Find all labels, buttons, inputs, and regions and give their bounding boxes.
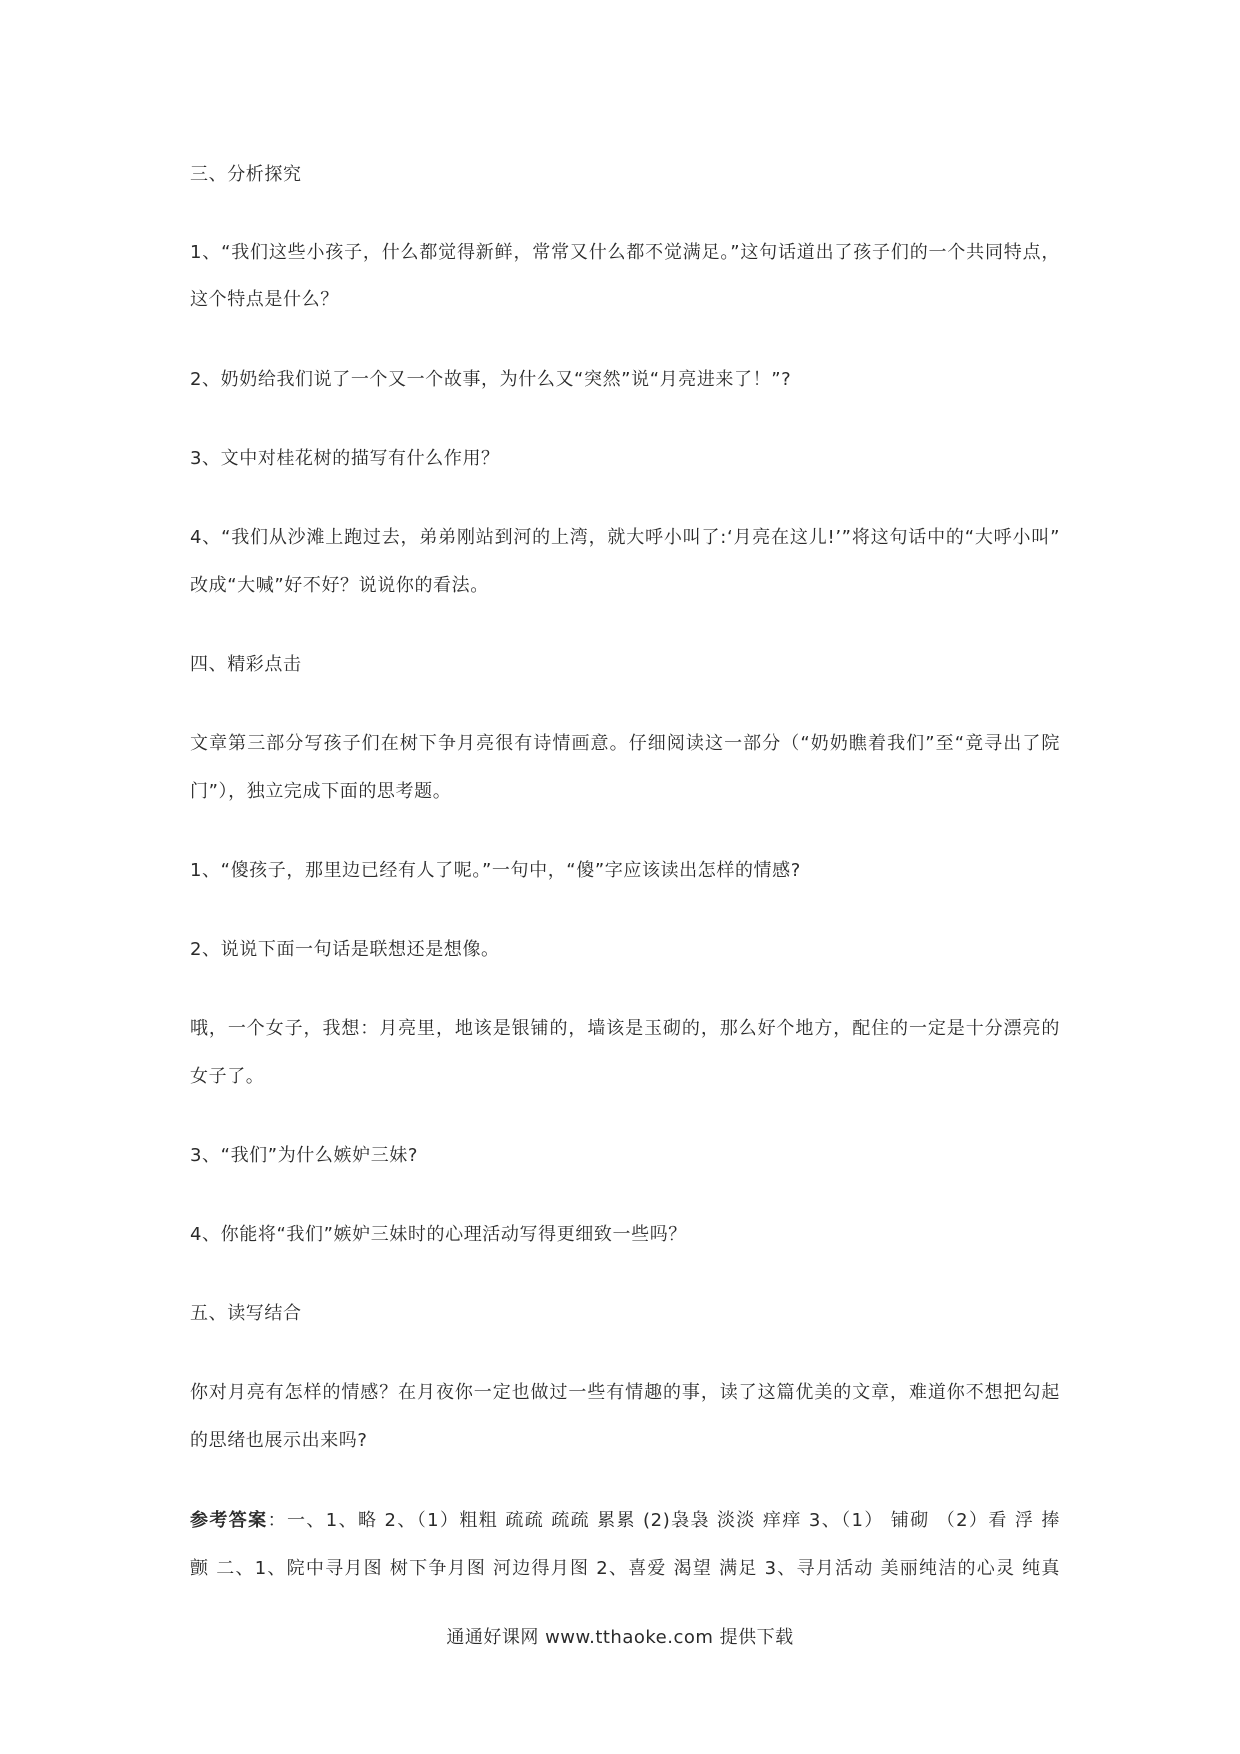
s4-intro-line-1: 文章第三部分写孩子们在树下争月亮很有诗情画意。仔细阅读这一部分（“奶奶瞧着我们”至“竟寻出了院 — [190, 733, 1060, 754]
section-4-heading: 四、精彩点击 — [190, 654, 302, 675]
s4-intro-line-2: 门”），独立完成下面的思考题。 — [190, 781, 452, 802]
s3-question-1-line-1: 1、“我们这些小孩子，什么都觉得新鲜，常常又什么都不觉满足。”这句话道出了孩子们的一个共同特点， — [190, 242, 1060, 263]
s3-question-3: 3、文中对桂花树的描写有什么作用？ — [190, 448, 500, 469]
section-5-heading: 五、读写结合 — [190, 1303, 302, 1324]
s4-question-3: 3、“我们”为什么嫉妒三妹? — [190, 1145, 419, 1166]
answers-line-1 — [190, 1508, 1060, 1534]
s4-question-1: 1、“傻孩子，那里边已经有人了呢。”一句中，“傻”字应该读出怎样的情感? — [190, 860, 801, 881]
footer-source: 通通好课网 www.tthaoke.com 提供下载 — [446, 1627, 794, 1648]
s4-question-2: 2、说说下面一句话是联想还是想像。 — [190, 939, 500, 960]
answers-label: 参考答案 — [190, 1510, 268, 1531]
s4-question-4: 4、你能将“我们”嫉妒三妹时的心理活动写得更细致一些吗？ — [190, 1224, 687, 1245]
s4-quote-line-2: 女子了。 — [190, 1066, 265, 1087]
s4-quote-line-1: 哦，一个女子，我想：月亮里，地该是银铺的，墙该是玉砌的，那么好个地方，配住的一定是十分漂亮的 — [190, 1018, 1060, 1039]
answers-line-2: 颤 二、1、院中寻月图 树下争月图 河边得月图 2、喜爱 渴望 满足 3、寻月活动 美丽纯洁的心灵 纯真 — [190, 1558, 1060, 1579]
s5-text-line-2: 的思绪也展示出来吗? — [190, 1430, 368, 1451]
s3-question-4-line-2: 改成“大喊”好不好？说说你的看法。 — [190, 575, 489, 596]
s3-question-4-line-1: 4、“我们从沙滩上跑过去，弟弟刚站到河的上湾，就大呼小叫了:‘月亮在这儿!’”将这句话中的“大呼小叫” — [190, 527, 1060, 548]
s3-question-1-line-2: 这个特点是什么？ — [190, 289, 339, 310]
s3-question-2: 2、奶奶给我们说了一个又一个故事，为什么又“突然”说“月亮进来了！”? — [190, 369, 792, 390]
s5-text-line-1: 你对月亮有怎样的情感？在月夜你一定也做过一些有情趣的事，读了这篇优美的文章，难道你不想把勾起 — [190, 1382, 1060, 1403]
answers-line-1-text: ：一、1、略 2、（1）粗粗 疏疏 疏疏 累累 (2)袅袅 淡淡 痒痒 3、（1） 铺砌 （2）看 浮 捧 — [267, 1510, 1061, 1531]
section-3-heading: 三、分析探究 — [190, 164, 302, 185]
